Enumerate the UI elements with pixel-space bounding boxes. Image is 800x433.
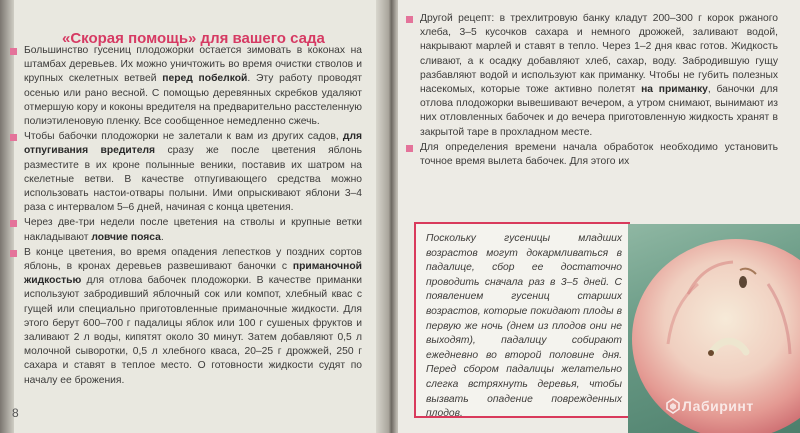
- paragraph-text: Другой рецепт: в трехлитровую банку кладут 200–300 г корок ржаного хлеба, 3–5 кусочков сахара и немного дрожжей, заливают водой, накрывают марлей и ставят в тепло. Через 1–2 дня квас готов. Жидкость сливают, а к осадку добавляют хлеб, сахар, воду. Забродившую гущу разбавляют водой и используют как приманку. Чтобы не губить полезных насекомых, которые тоже активно полетят: [420, 13, 778, 96]
- page-number: 8: [12, 406, 19, 420]
- paragraph-text: для отлова бабочек плодожорки. В качестве приманки используют забродивший яблочный сок или компот, хлебный квас с гущей или специально приготовленные приманочные жидкости. Для этого берут 600–700 г падалицы яблок или 100 г сушеных фруктов и заливают 2 л воды, кипятят около 30 минут. Затем добавляют 0,5 л молочной сыворотки, 0,5 л хлебного кваса, 20–25 г дрожжей, 250 г сахара и ставят в теплое место. О готовности жидкости судят по началу ее брожения.: [24, 275, 362, 386]
- paragraph: [10, 216, 362, 244]
- square-bullet-icon: [10, 134, 17, 141]
- page-title: «Скорая помощь» для вашего сада: [62, 30, 325, 47]
- note-text: Поскольку гусеницы младших возрастов могут докармливаться в падалице, сбор ее достаточно проводить сначала раз в 3–5 дней. С появлением гусениц старших возрастов, которые покидают плоды в первую же ночь (днем из плодов они не выходят), падалицу собирают ежедневно во второй половине дня. Перед сбором падалицы желательно слегка встряхнуть деревья, чтобы вызвать опадение поврежденных плодов.: [426, 233, 622, 420]
- worm-hole: [739, 276, 747, 288]
- paragraph: [10, 44, 362, 129]
- square-bullet-icon: [406, 16, 413, 23]
- paragraph-emphasis: на приманку: [641, 84, 708, 96]
- left-page: [0, 0, 392, 433]
- paragraph-emphasis: ловчие пояса: [91, 231, 161, 243]
- paragraph-text: .: [160, 231, 164, 243]
- paragraph: [10, 246, 362, 388]
- paragraph-text: , баночки для отлова плодожорки вывешивают вечером, а утром снимают, вынимают из них отловленных бабочек и до вечера приготовленную жидкость хранят в закрытой таре в прохладном месте.: [420, 84, 778, 138]
- labirint-logo-icon: [666, 398, 680, 414]
- right-text-column: [406, 12, 778, 169]
- paragraph: [10, 130, 362, 215]
- paragraph-text: Для определения времени начала обработок необходимо установить точное время вылета бабочек. Для этого их: [420, 141, 778, 168]
- watermark-text: Лабиринт: [682, 398, 754, 414]
- square-bullet-icon: [406, 145, 413, 152]
- paragraph-text: Чтобы бабочки плодожорки не залетали к вам из других садов,: [24, 131, 343, 143]
- paragraph: [406, 12, 778, 140]
- square-bullet-icon: [10, 220, 17, 227]
- left-text-column: [10, 44, 362, 388]
- paragraph-text: сразу же после цветения яблонь разместите в их кроне полынные веники, поставив их шатром на скелетные ветви. В качестве отпугивающего средства можно использовать настои-отвары полыни. Ими опрыскивают яблони 3–4 раза с интервалом 5–6 дней, начиная с конца цветения.: [24, 145, 363, 214]
- caterpillar-head: [708, 350, 714, 356]
- paragraph-text: Большинство гусениц плодожорки остается зимовать в коконах на штамбах деревьев. Их можно уничтожить во время очистки стволов и крупных скелетных ветвей: [24, 45, 362, 85]
- paragraph-text: . Эту работу проводят осенью или рано весной. С помощью деревянных скребков удаляют отмершую кору и коконы вредителя на предварительно расстеленную полиэтиленовую пленку. Все сообщенное немедленно сжечь.: [24, 73, 362, 128]
- paragraph-emphasis: перед побелкой: [162, 73, 248, 85]
- paragraph-text: В конце цветения, во время опадения лепестков у поздних сортов яблонь, в кронах деревьев развешивают баночки с: [24, 246, 362, 273]
- paragraph-text: Через две-три недели после цветения на стволы и крупные ветки накладывают: [24, 217, 362, 243]
- paragraph-emphasis: приманочной жидкостью: [24, 261, 362, 287]
- paragraph-emphasis: для отпугивания вредителя: [24, 131, 362, 157]
- square-bullet-icon: [10, 48, 17, 55]
- square-bullet-icon: [10, 250, 17, 257]
- note-box: [414, 222, 630, 418]
- paragraph: [406, 141, 778, 169]
